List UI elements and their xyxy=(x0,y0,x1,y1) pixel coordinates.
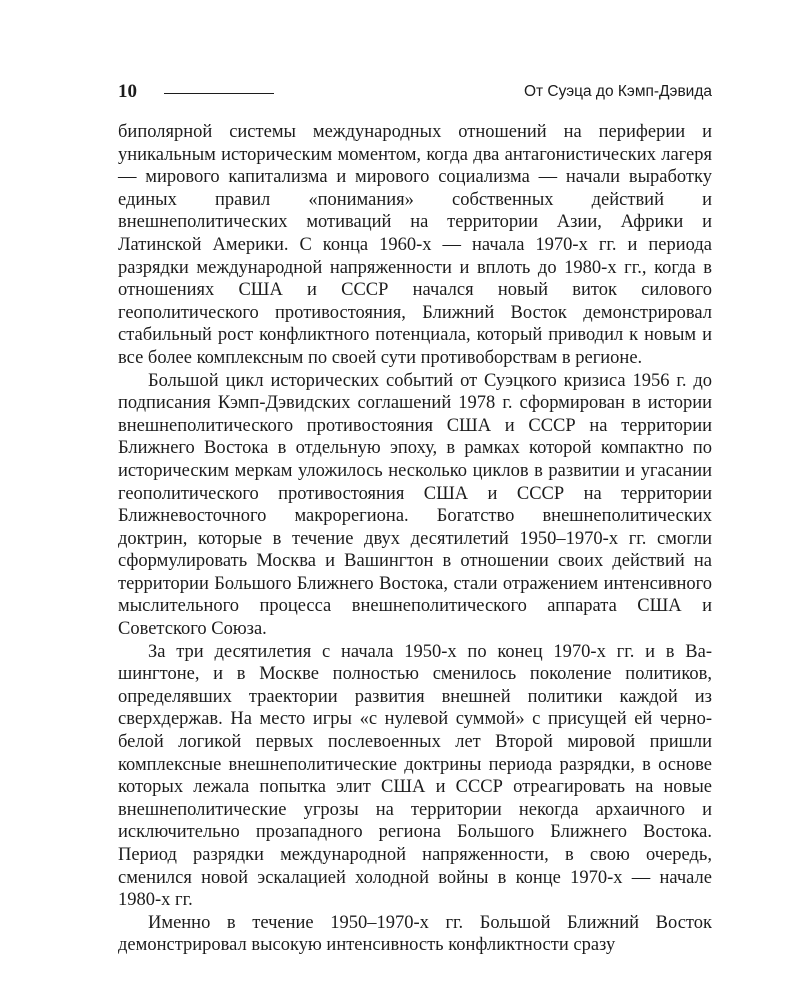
running-title: От Суэца до Кэмп-Дэвида xyxy=(523,83,712,100)
paragraph-2: Большой цикл исторических событий от Суэцкого кризиса 1956 г. до подписания Кэмп-Дэвидских соглашений 1978 г. сформирован в истории внешнеполитического противостояния США и СССР на территории Ближнего Востока в отдельную эпоху, в рамках которой компактно по историческим меркам уложилось несколько циклов в развитии и угасании геополитического противостояния США и СССР на территории Ближневосточного макрорегиона. Богатство внешнеполитических доктрин, которые в течение двух десятилетий 1950–1970-х гг. смогли сформулировать Москва и Вашингтон в отношении своих действий на территории Большого Ближнего Востока, стали отражением интенсивного мыслительного процесса внешнеполитического аппарата США и Советского Союза. xyxy=(118,370,712,640)
header-rule xyxy=(164,93,274,94)
running-head xyxy=(118,78,712,106)
paragraph-1: биполярной системы международных отношений на периферии и уникальным историческим моментом, когда два антагонистических лагеря — мирового капитализма и мирового социализма — начали выработку единых правил «понимания» собственных действий и внешнеполитических мотиваций на территории Азии, Африки и Латинской Америки. С конца 1960-х — начала 1970-х гг. и периода разрядки международной напряженности и вплоть до 1980-х гг., когда в отношениях США и СССР начался новый виток силового геополитического противостояния, Ближний Восток демонстрировал стабильный рост конфликтного потенциала, который приводил к новым и все более комплексным по своей сути противоборствам в регионе. xyxy=(118,122,712,368)
body-text xyxy=(118,121,712,957)
paragraph-3: За три десятилетия с начала 1950-х по конец 1970-х гг. и в Вашингтоне, и в Москве полностью сменилось поколение политиков, определявших траектории развития внешней политики каждой из сверхдержав. На место игры «с нулевой суммой» с присущей ей черно-белой логикой первых послевоенных лет Второй мировой пришли комплексные внешнеполитические доктрины периода разрядки, в основе которых лежала попытка элит США и СССР отреагировать на новые внешнеполитические угрозы на территории некогда архаичного и исключительно прозападного региона Большого Ближнего Востока. Период разрядки международной напряженности, в свою очередь, сменился новой эскалацией холодной войны в конце 1970-х — начале 1980-х гг. xyxy=(118,641,712,911)
paragraph-4: Именно в течение 1950–1970-х гг. Большой Ближний Восток демонстрировал высокую интенсивность конфликтности сразу xyxy=(118,912,712,956)
page-number: 10 xyxy=(118,81,137,102)
